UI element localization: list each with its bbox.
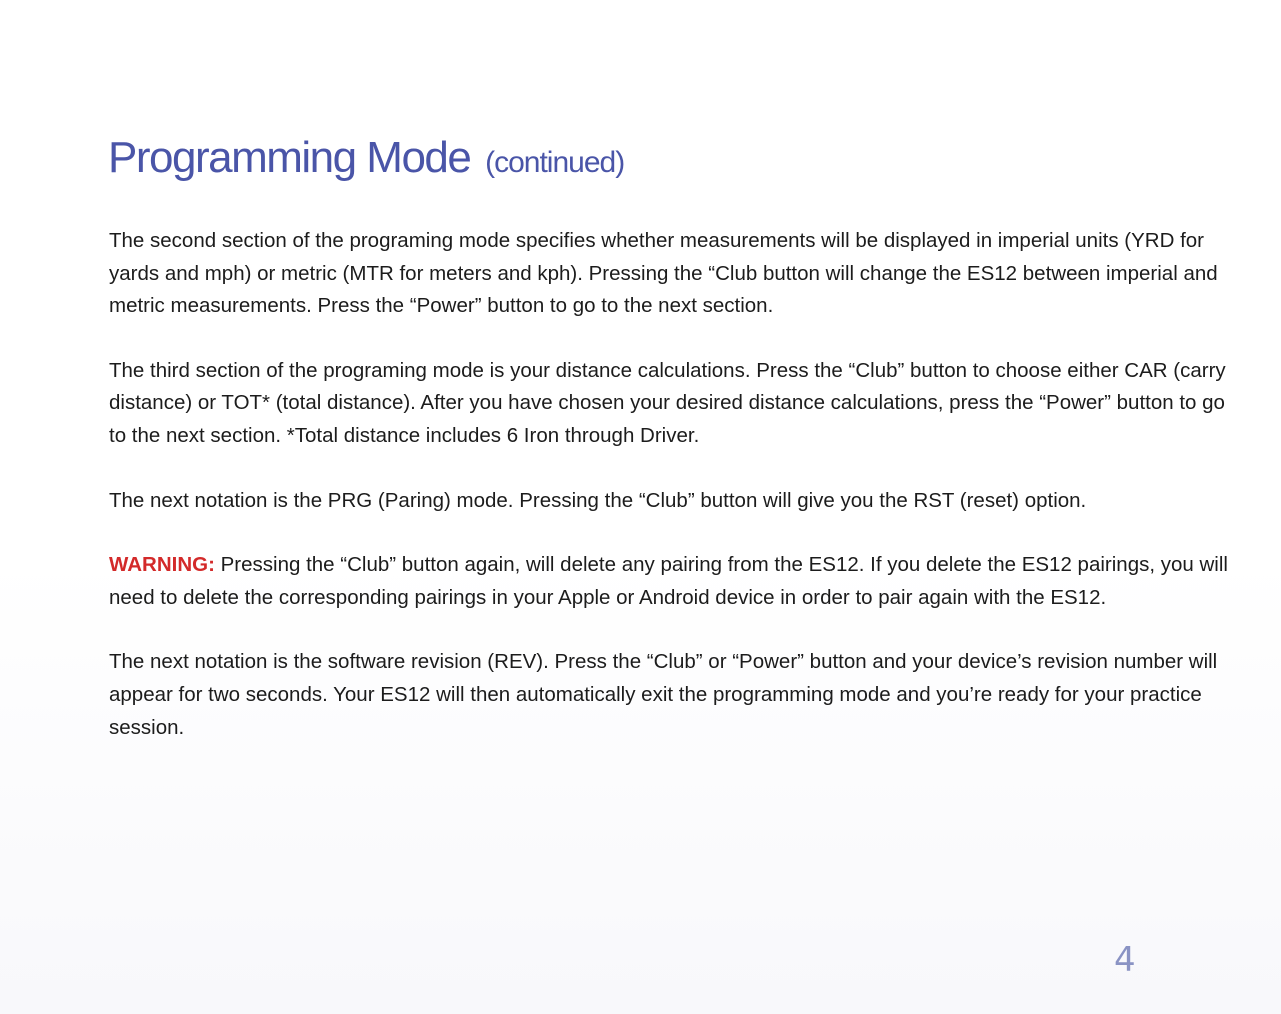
paragraph-distance: The third section of the programing mode is your distance calculations. Press the “Club” button to choose either CAR (carry distance) or TOT* (total distance). After you have chosen your desired distance calculations, press the “Power” button to go to the next section. *Total distance includes 6 Iron through Driver. bbox=[109, 358, 1226, 447]
body-text bbox=[109, 225, 1239, 776]
paragraph-revision: The next notation is the software revision (REV). Press the “Club” or “Power” button and your device’s revision number will appear for two seconds. Your ES12 will then automatically exit the programming mode and you’re ready for your practice session. bbox=[109, 650, 1218, 739]
warning-label: WARNING: bbox=[109, 553, 215, 577]
warning-text: Pressing the “Club” button again, will delete any pairing from the ES12. If you delete the ES12 pairings, you will need to delete the corresponding pairings in your Apple or Android device in order to pair again with the ES12. bbox=[109, 553, 1228, 609]
page-title bbox=[108, 132, 624, 185]
page-title-main: Programming Mode bbox=[108, 133, 471, 182]
page-title-suffix: (continued) bbox=[485, 146, 625, 179]
page-number: 4 bbox=[1114, 940, 1136, 980]
paragraph-units: The second section of the programing mode specifies whether measurements will be displayed in imperial units (YRD for yards and mph) or metric (MTR for meters and kph). Pressing the “Club button will change the ES12 between imperial and metric measurements. Press the “Power” button to go to the next section. bbox=[109, 229, 1218, 318]
paragraph-pairing: The next notation is the PRG (Paring) mode. Pressing the “Club” button will give you the RST (reset) option. bbox=[109, 488, 1087, 512]
paragraph-warning bbox=[109, 549, 1239, 614]
